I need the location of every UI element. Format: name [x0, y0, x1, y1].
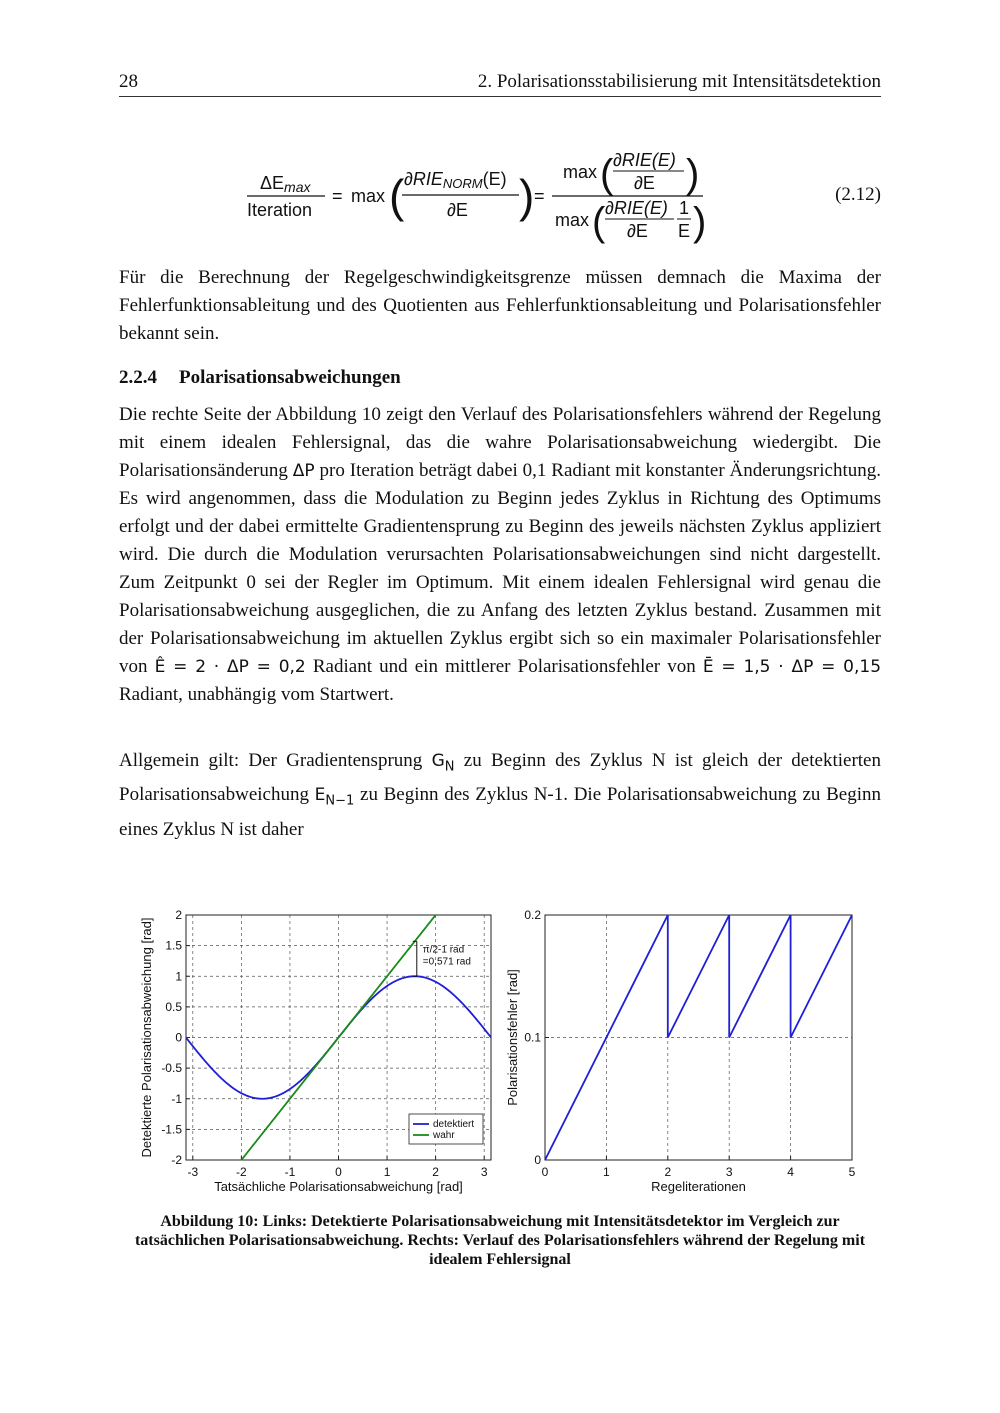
eq-sign-1: = — [332, 186, 343, 206]
chart-1-ytick-label: 0.2 — [524, 908, 541, 922]
chart-0-xtick-label: 3 — [480, 1165, 488, 1179]
eq-rhs-num: ∂RIE(E) — [613, 150, 676, 170]
chart-0-ylabel: Detektierte Polarisationsabweichung [rad] — [139, 917, 154, 1158]
chart-0-ytick-label: 1 — [175, 969, 182, 984]
svg-text:(: ( — [600, 152, 614, 196]
chart-1-xtick-label: 3 — [725, 1165, 733, 1179]
eq-max-1: max — [351, 186, 386, 206]
chart-0-ytick-label: -1.5 — [161, 1122, 182, 1137]
math-max-error: Ê = 2 · ΔP = 0,2 — [154, 657, 306, 677]
paragraph-3: Allgemein gilt: Der Gradientensprung $G_N$ zu Beginn des Zyklus N ist gleich der detektierten Polarisationsabweichung $E_{N-1}$ zu Beginn des Zyklus N-1. Die Polarisationsabweichung zu Beginn eines Zyklus N ist daher — [119, 750, 882, 840]
figure-10-charts — [128, 893, 872, 1203]
math-mean-error: Ē = 1,5 · ΔP = 0,15 — [702, 657, 882, 677]
chart-1-xtick-label: 2 — [664, 1165, 672, 1179]
header-rule — [119, 96, 881, 97]
chart-0-ytick-label: 2 — [175, 908, 182, 922]
math-e-n-1: $E_{N-1}$ — [314, 785, 355, 809]
legend-label-wahr: wahr — [433, 1130, 455, 1141]
chart-0-ytick-label: -1 — [171, 1091, 182, 1106]
svg-text:(: ( — [389, 170, 405, 222]
eq-mid-den: ∂E — [447, 200, 468, 220]
equation-2-12 — [119, 140, 881, 250]
eq-e: E — [678, 221, 691, 241]
chart-1-xtick-label: 5 — [848, 1165, 856, 1179]
eq-lhs-num: ΔEmax — [260, 173, 311, 195]
chart-0-xlabel: Tatsächliche Polarisationsabweichung [rad] — [214, 1179, 463, 1194]
chart-1-ytick-label: 0.1 — [524, 1030, 541, 1045]
chart-0-ytick-label: -2 — [171, 1153, 182, 1167]
chart-0-xtick-label: 2 — [432, 1165, 439, 1179]
chart-0-ytick-label: -0.5 — [161, 1061, 182, 1076]
chart-1-xlabel: Regeliterationen — [651, 1179, 746, 1194]
chart-0-ytick-label: 0 — [175, 1030, 182, 1045]
eq-max-2: max — [563, 162, 598, 182]
chart-1-xtick-label: 4 — [787, 1165, 794, 1179]
eq-max-3: max — [555, 210, 590, 230]
paragraph-2: Die rechte Seite der Abbildung 10 zeigt den Verlauf des Polarisationsfehlers während der Regelung mit einem idealen Fehlersignal, das die wahre Polarisationsabweichung wiedergibt. Die Polarisationsänderung ΔP pro Iteration beträgt dabei 0,1 Radiant mit konstanter Änderungsrichtung. Es wird angenommen, dass die Modulation zu Beginn jedes Zyklus in Richtung des Optimums erfolgt und der dabei ermittelte Gradientensprung zu Beginn des jeweils nächsten Zyklus appliziert wird. Die durch die Modulation verursachten Polarisationsabweichungen sind nicht dargestellt. Zum Zeitpunkt 0 sei der Regler im Optimum. Mit einem idealen Fehlersignal wird genau die Polarisationsabweichung ausgeglichen, die zu Anfang des letzten Zyklus bestand. Zusammen mit der Polarisationsabweichung im aktuellen Zyklus ergibt sich so ein maximaler Polarisationsfehler von Ê = 2 · ΔP = 0,2 Radiant und ein mittlerer Polarisationsfehler von Ē = 1,5 · ΔP = 0,15 Radiant, unabhängig vom Startwert. — [119, 404, 882, 705]
svg-text:): ) — [686, 152, 700, 196]
chart-1-ytick-label: 0 — [534, 1153, 541, 1167]
equation-number: (2.12) — [835, 184, 881, 205]
svg-text:): ) — [519, 170, 535, 222]
section-heading — [119, 367, 401, 389]
chart-0-xtick-label: -2 — [236, 1165, 247, 1179]
legend-label-detektiert: detektiert — [433, 1119, 475, 1130]
annotation-label-2: =0,571 rad — [422, 956, 471, 968]
chart-0-xtick-label: 1 — [383, 1165, 391, 1179]
annotation-label-1: π/2-1 rad — [422, 944, 465, 956]
eq-lhs-den: Iteration — [247, 200, 313, 220]
eq-one: 1 — [679, 198, 690, 218]
eq-rhs-num-den: ∂E — [634, 173, 655, 193]
chart-0-xtick-label: -1 — [284, 1165, 296, 1179]
equation-graphic — [119, 140, 819, 250]
svg-text:(: ( — [592, 200, 606, 244]
eq-rhs-den: ∂RIE(E) — [605, 198, 668, 218]
chart-1 — [545, 915, 852, 1160]
chart-0-ytick-label: 0.5 — [165, 999, 182, 1014]
math-delta-p: ΔP — [292, 461, 315, 481]
figure-10 — [128, 893, 872, 1203]
svg-text:): ) — [693, 200, 707, 244]
chapter-title: 2. Polarisationsstabilisierung mit Intensitätsdetektion — [477, 71, 881, 92]
eq-mid-num: ∂RIENORM(E) — [404, 169, 507, 191]
chart-1-ylabel: Polarisationsfehler [rad] — [505, 969, 520, 1106]
chart-0-xtick-label: -3 — [187, 1165, 199, 1179]
chart-1-xtick-label: 0 — [541, 1165, 549, 1179]
section-number: 2.2.4 — [119, 367, 157, 388]
chart-0-ytick-label: 1.5 — [165, 938, 182, 953]
eq-rhs-den-den: ∂E — [627, 221, 648, 241]
page-number: 28 — [119, 71, 138, 92]
chart-1-xtick-label: 1 — [603, 1165, 610, 1179]
chart-0-xtick-label: 0 — [335, 1165, 342, 1179]
section-title: Polarisationsabweichungen — [179, 367, 401, 388]
eq-sign-2: = — [534, 186, 545, 206]
math-g-n: $G_N$ — [431, 751, 455, 775]
paragraph-1: Für die Berechnung der Regelgeschwindigkeitsgrenze müssen demnach die Maxima der Fehlerfunktionsableitung und des Quotienten aus Fehlerfunktionsableitung und Polarisationsfehler bekannt sein. — [119, 267, 881, 344]
figure-caption: Abbildung 10: Links: Detektierte Polarisationsabweichung mit Intensitätsdetektor im Vergleich zur tatsächlichen Polarisationsabweichung. Rechts: Verlauf des Polarisationsfehlers während der Regelung mit idealem Fehlersignal — [134, 1213, 866, 1268]
